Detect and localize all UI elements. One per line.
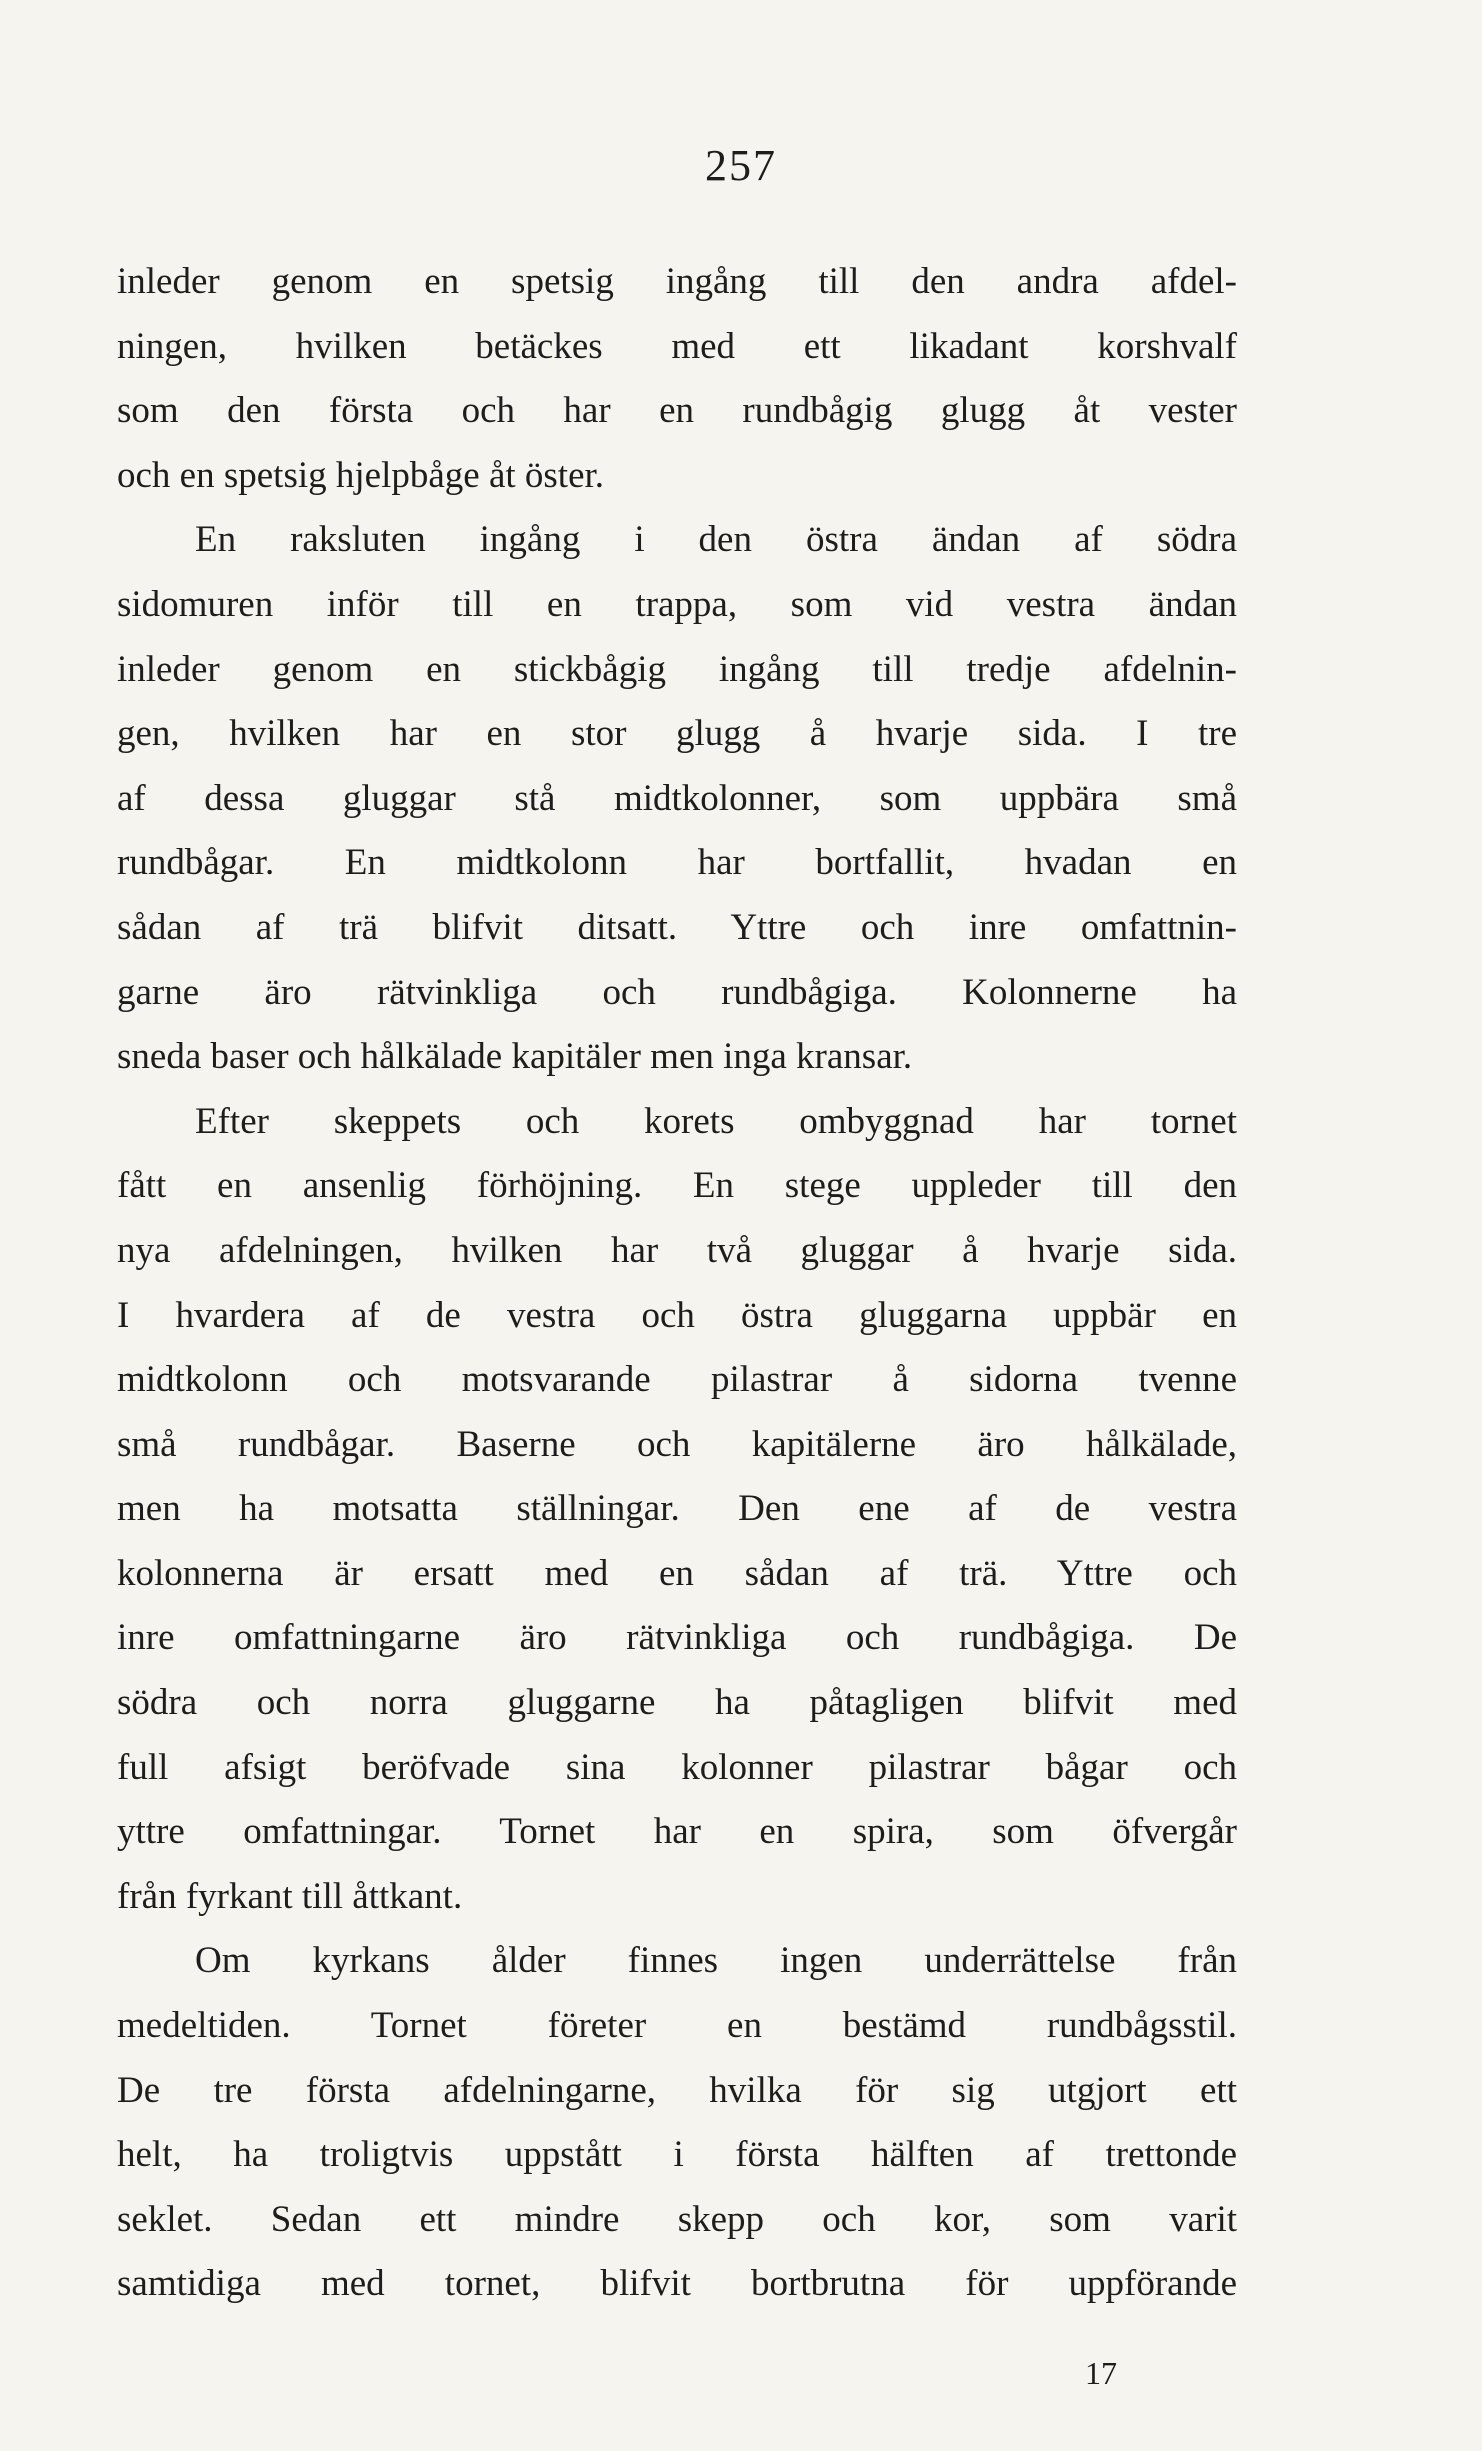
text-line: samtidiga med tornet, blifvit bortbrutna för uppförande <box>117 2263 1237 2305</box>
signature-mark: 17 <box>1085 2355 1117 2391</box>
text-line: seklet. Sedan ett mindre skepp och kor, som varit <box>117 2198 1237 2240</box>
text-line: De tre första afdelningarne, hvilka för sig utgjort ett <box>117 2069 1237 2111</box>
text-line: garne äro rätvinkliga och rundbågiga. Kolonnerne ha <box>117 971 1237 1013</box>
text-line: I hvardera af de vestra och östra gluggarna uppbär en <box>117 1294 1237 1336</box>
text-line: sidomuren inför till en trappa, som vid vestra ändan <box>117 583 1237 625</box>
text-line: yttre omfattningar. Tornet har en spira, som öfvergår <box>117 1811 1237 1853</box>
text-line: sneda baser och hålkälade kapitäler men inga kransar. <box>117 1036 913 1078</box>
text-line: Efter skeppets och korets ombyggnad har tornet <box>195 1100 1237 1142</box>
text-line: medeltiden. Tornet företer en bestämd rundbågsstil. <box>117 2005 1237 2047</box>
text-line: full afsigt beröfvade sina kolonner pilastrar bågar och <box>117 1746 1237 1788</box>
text-line: kolonnerna är ersatt med en sådan af trä. Yttre och <box>117 1552 1237 1594</box>
text-line: fått en ansenlig förhöjning. En stege uppleder till den <box>117 1165 1237 1207</box>
text-line: inleder genom en spetsig ingång till den andra afdel- <box>117 261 1237 302</box>
text-line: helt, ha troligtvis uppstått i första hälften af trettonde <box>117 2134 1237 2176</box>
text-line: midtkolonn och motsvarande pilastrar å sidorna tvenne <box>117 1359 1237 1401</box>
text-line: inleder genom en stickbågig ingång till tredje afdelnin- <box>117 648 1237 690</box>
text-line: af dessa gluggar stå midtkolonner, som uppbära små <box>117 777 1237 819</box>
text-line: gen, hvilken har en stor glugg å hvarje sida. I tre <box>117 713 1237 755</box>
text-line: sådan af trä blifvit ditsatt. Yttre och inre omfattnin- <box>117 906 1237 948</box>
text-line: ningen, hvilken betäckes med ett likadant korshvalf <box>117 325 1237 367</box>
text-line: små rundbågar. Baserne och kapitälerne äro hålkälade, <box>117 1423 1237 1465</box>
text-line: men ha motsatta ställningar. Den ene af de vestra <box>117 1488 1237 1530</box>
text-line: rundbågar. En midtkolonn har bortfallit, hvadan en <box>117 842 1237 884</box>
text-line: södra och norra gluggarne ha påtagligen blifvit med <box>117 1682 1237 1724</box>
body-text <box>117 250 1237 2317</box>
text-line: nya afdelningen, hvilken har två gluggar å hvarje sida. <box>117 1229 1237 1271</box>
page-number: 257 <box>705 141 777 190</box>
text-line: inre omfattningarne äro rätvinkliga och rundbågiga. De <box>117 1617 1237 1659</box>
text-line: som den första och har en rundbågig glugg åt vester <box>117 390 1237 432</box>
text-line: Om kyrkans ålder finnes ingen underrättelse från <box>195 1940 1237 1982</box>
text-line: En raksluten ingång i den östra ändan af södra <box>195 519 1237 561</box>
text-line: och en spetsig hjelpbåge åt öster. <box>117 454 605 496</box>
text-line: från fyrkant till åttkant. <box>117 1875 463 1917</box>
